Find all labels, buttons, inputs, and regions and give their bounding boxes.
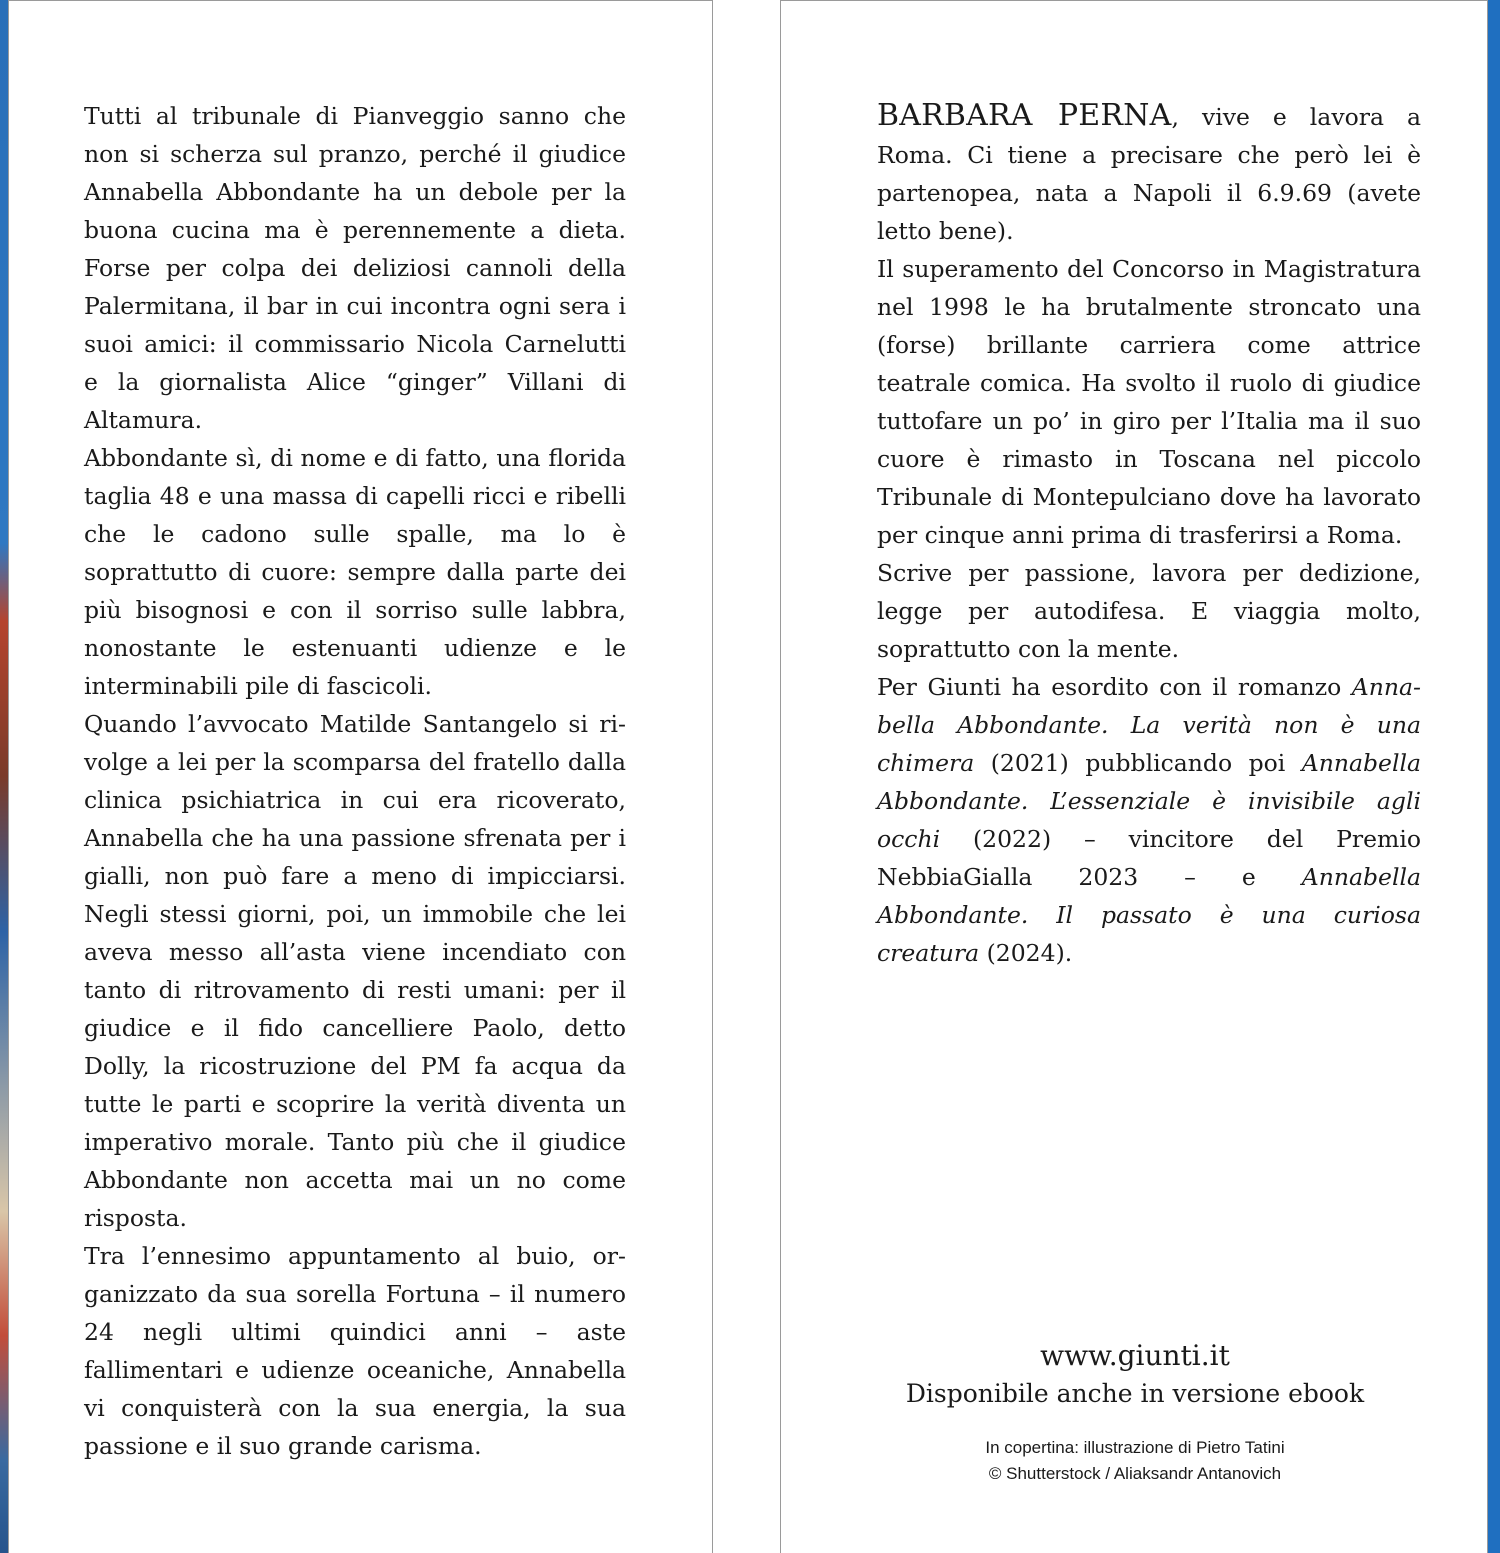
cover-illustration-credit: In copertina: illustrazione di Pietro Tatini (985, 1438, 1285, 1457)
bio-paragraph-3: Scrive per passione, lavora per dedizione, legge per autodifesa. E viaggia molto, soprattutto con la mente. (877, 559, 1421, 663)
left-flap (8, 0, 713, 1553)
bio-paragraph-2: Il superamento del Concorso in Magistratura nel 1998 le ha brutalmente stroncato una (forse) brillante carriera come attrice teatrale comica. Ha svolto il ruolo di giudice tuttofare un po’ in giro per l’Italia ma il suo cuore è rimasto in Toscana nel piccolo Tribunale di Montepulciano dove ha lavorato per cinque anni prima di trasferirsi a Roma. (877, 255, 1421, 549)
cover-credits (781, 1435, 1489, 1487)
copyright-credit: © Shutterstock / Aliaksandr Antanovich (988, 1464, 1282, 1483)
synopsis-paragraph-3: Quando l’avvocato Matilde Santangelo si rivolge a lei per la scomparsa del fratello dalla clinica psichiatrica in cui era ricoverato, Annabella che ha una passione sfrenata per i gialli, non può fare a meno di impicciarsi. Negli stessi giorni, poi, un immobile che lei aveva messo all’asta viene incendiato con tanto di ritrovamento di resti umani: per il giudice e il fido cancelliere Paolo, detto Dolly, la ricostruzione del PM fa acqua da tutte le parti e scoprire la verità diventa un imperativo morale. Tanto più che il giudice Abbondante non accetta mai un no come risposta. (84, 710, 626, 1232)
author-bio (877, 97, 1421, 972)
publisher-website: www.giunti.it (1040, 1339, 1230, 1372)
book-title-3: Annabella Abbondante. Il passato è una curiosa creatura (877, 863, 1421, 967)
bio-paragraph-1 (877, 97, 1421, 250)
bio-paragraph-1-text: , vive e lavora a Roma. Ci tiene a precisare che però lei è partenopea, nata a Napoli il 6.9.69 (avete letto bene). (877, 103, 1421, 245)
bio-paragraph-4 (877, 668, 1421, 972)
bio-p4-text-2: (2021) pubblicando poi (974, 749, 1302, 777)
book-title-2: Annabella Abbondante. L’essenziale è invisibile agli occhi (877, 749, 1421, 853)
book-title-1: Annabella Abbondante. La verità non è una chimera (877, 673, 1421, 777)
cover-edge-right (1488, 0, 1500, 1553)
ebook-availability: Disponibile anche in versione ebook (905, 1379, 1365, 1408)
synopsis-paragraph-2: Abbondante sì, di nome e di fatto, una florida taglia 48 e una massa di capelli ricci e ribelli che le cadono sulle spalle, ma lo è soprattutto di cuore: sempre dalla parte dei più bisognosi e con il sorriso sulle labbra, nonostante le estenuanti udienze e le interminabili pile di fascicoli. (84, 444, 626, 700)
bio-p4-text-4: (2024). (979, 939, 1073, 967)
cover-edge-left (0, 0, 8, 1553)
synopsis-paragraph-1: Tutti al tribunale di Pianveggio sanno che non si scherza sul pranzo, perché il giudice Annabella Abbondante ha un debole per la buona cucina ma è perennemente a dieta. Forse per colpa dei deliziosi cannoli della Palermitana, il bar in cui incontra ogni sera i suoi amici: il commissario Nicola Carnelutti e la giornalista Alice “ginger” Villani di Altamura. (84, 102, 626, 434)
right-flap (780, 0, 1488, 1553)
bio-p4-text-3: (2022) – vincitore del Premio NebbiaGialla 2023 – e (877, 825, 1421, 891)
author-name: BARBARA PERNA (877, 98, 1172, 133)
synopsis-text (84, 97, 626, 1465)
bio-p4-text-1: Per Giunti ha esordito con il romanzo (877, 673, 1352, 701)
synopsis-paragraph-4: Tra l’ennesimo appuntamento al buio, organizzato da sua sorella Fortuna – il numero 24 negli ultimi quindici anni – aste fallimentari e udienze oceaniche, Annabella vi conquisterà con la sua energia, la sua passione e il suo grande carisma. (84, 1242, 626, 1460)
